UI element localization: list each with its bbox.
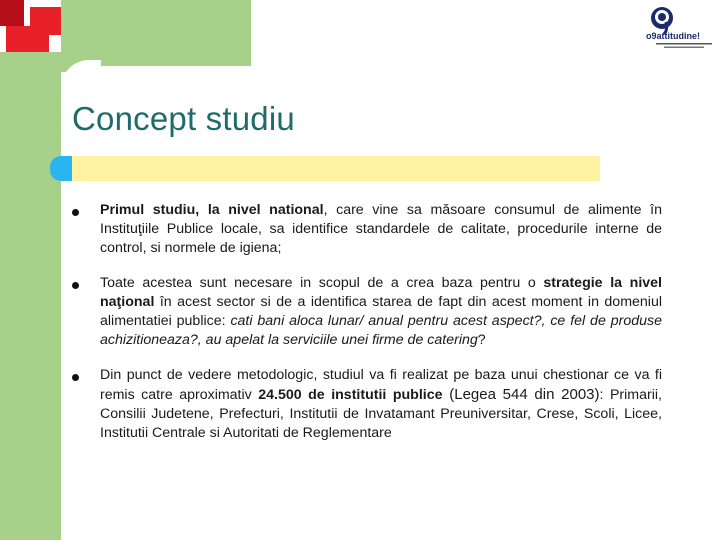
title-underline-accent (50, 156, 72, 181)
bullet-text-pre: Din punct de vedere metodologic, studiul va fi realizat pe baza unui chestionar ce va fi remis catre aproximativ (100, 367, 662, 403)
title-underline-bar (64, 156, 600, 181)
list-item (70, 274, 662, 350)
bullet-text (100, 274, 662, 350)
bullet-text-rest: , care vine sa măsoare consumul de alimente în Instituţiile Publice locale, sa identifice standardele de calitate, procedurile interne de control, si normele de igiena; (100, 202, 662, 256)
logo-tagline-lines (650, 43, 714, 49)
green-frame-top (61, 0, 251, 66)
bullet-text-mid: în acest sector si de a identifica starea de fapt din acest moment in domeniul alimentatiei publice: (100, 294, 662, 329)
brand-logo (646, 4, 718, 54)
bullet-italic: cati bani aloca lunar/ anual pentru acest aspect?, ce fel de produse achizitioneaza?, au apelat la serviciile unei firme de catering (100, 313, 662, 348)
corner-square-dark-red (0, 0, 24, 26)
page-title: Concept studiu (72, 100, 295, 137)
bullet-dot-icon (72, 374, 79, 381)
bullet-text-pre: Toate acestea sunt necesare in scopul de a crea baza pentru o (100, 275, 544, 291)
logo-text: o9attitudine! (646, 31, 700, 41)
bullet-text (100, 201, 662, 258)
logo-badge-icon (646, 4, 718, 34)
bullet-dot-icon (72, 209, 79, 216)
bullet-bold: 24.500 de institutii publice (258, 387, 443, 403)
bullet-text-end: : Primarii, Consilii Judetene, Prefecturi, Institutii de Invatamant Preuniversitar, Crese, Scoli, Licee, Institutii Centrale si Autoritati de Reglementare (100, 387, 662, 441)
corner-square-red-lower (6, 26, 49, 52)
bullet-text (100, 366, 662, 443)
bullet-bold-lead: Primul studiu, la nivel national (100, 202, 324, 218)
bullet-text-mid: (Legea 544 din 2003) (442, 386, 600, 403)
bullet-bold: strategie la nivel naţional (100, 275, 662, 310)
bullet-text-end: ? (477, 332, 486, 348)
green-frame-left (0, 52, 61, 540)
list-item (70, 366, 662, 443)
bullet-dot-icon (72, 282, 79, 289)
bullet-list (70, 201, 662, 459)
list-item (70, 201, 662, 258)
